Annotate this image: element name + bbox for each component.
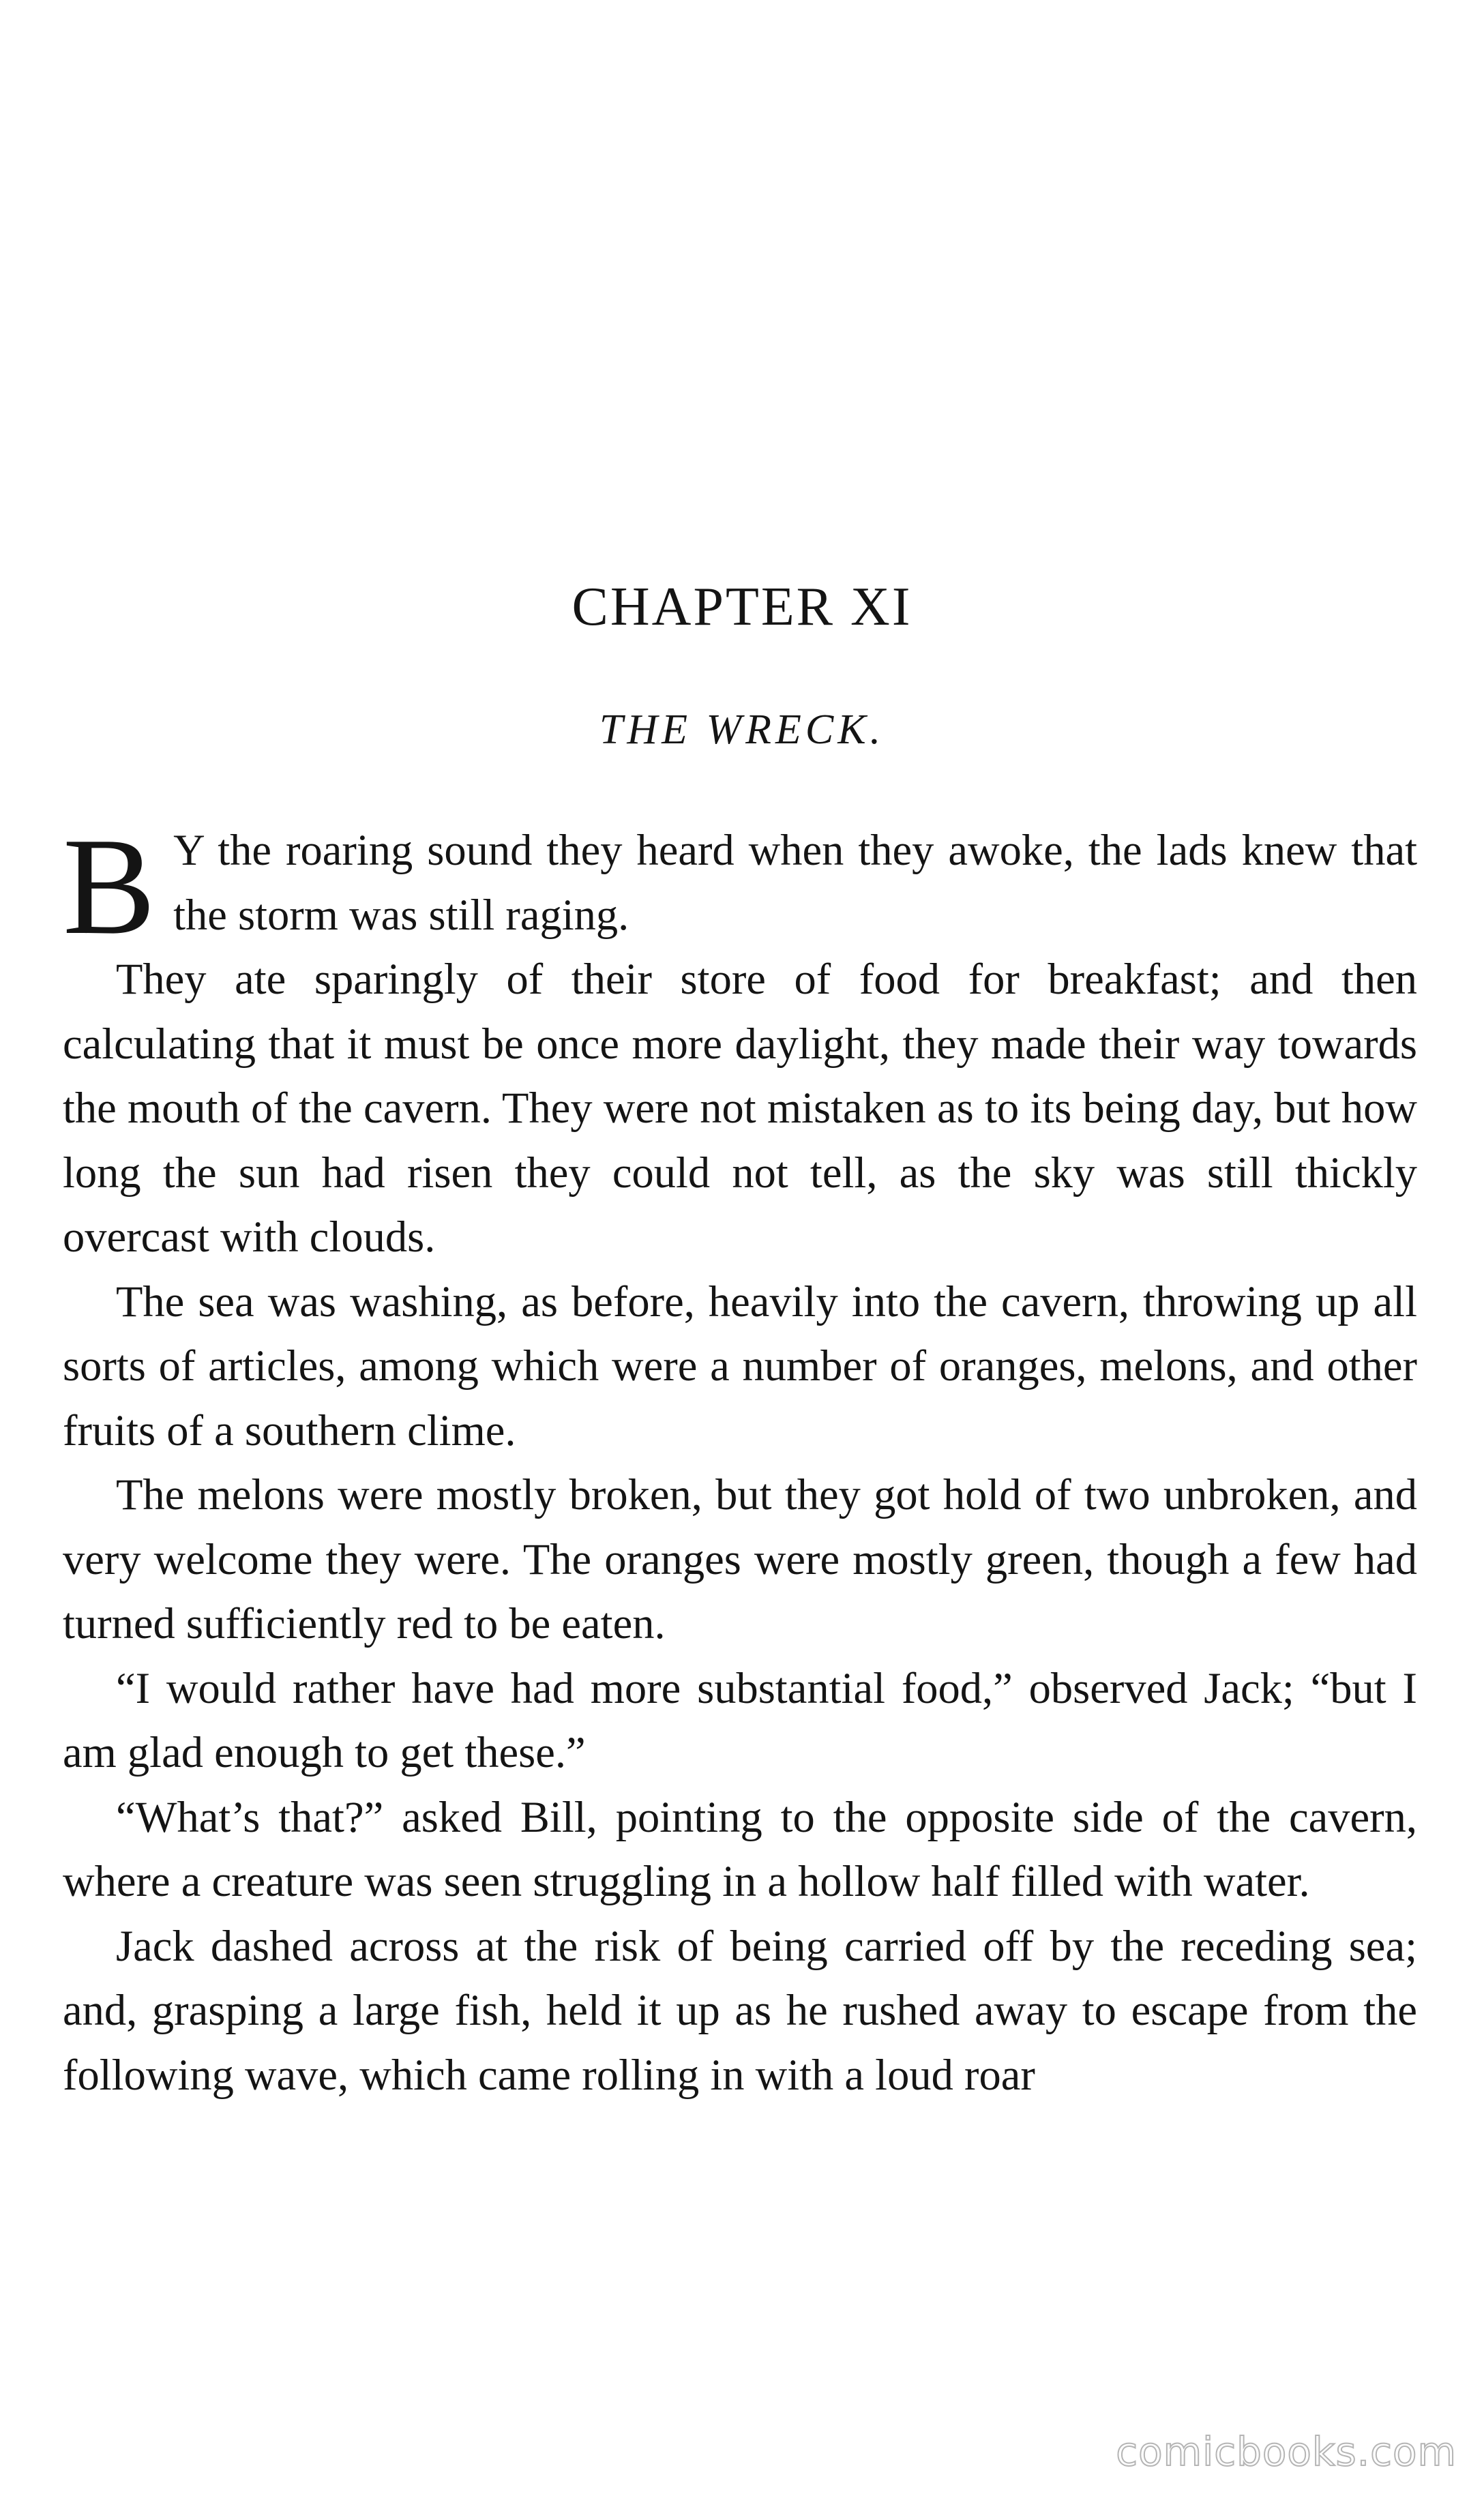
paragraph-2: They ate sparingly of their store of food for breakfast; and then calculating that it must be once more daylight, they made their way towards the mouth of the cavern. They were not mistaken as to its being day, but how long the sun had risen they could not tell, as the sky was still thickly overcast with clouds. xyxy=(63,955,1417,1261)
chapter-heading: CHAPTER XI xyxy=(572,577,912,637)
chapter-subtitle: THE WRECK. xyxy=(599,707,885,753)
paragraph-3: The sea was washing, as before, heavily into the cavern, throwing up all sorts of articles, among which were a number of oranges, melons, and other fruits of a southern clime. xyxy=(63,1277,1417,1455)
paragraph-4: The melons were mostly broken, but they got hold of two unbroken, and very welcome they were. The oranges were mostly green, though a few had turned sufficiently red to be eaten. xyxy=(63,1470,1417,1648)
paragraph-1-text: Y the roaring sound they heard when they awoke, the lads knew that the storm was still raging. xyxy=(173,826,1417,939)
paragraph-7: Jack dashed across at the risk of being carried off by the receding sea; and, grasping a large fish, held it up as he rushed away to escape from the following wave, which came rolling in with a loud roar xyxy=(63,1921,1417,2099)
paragraph-6: “What’s that?” asked Bill, pointing to the opposite side of the cavern, where a creature was seen struggling in a hollow half filled with water. xyxy=(63,1792,1417,1905)
paragraph-1 xyxy=(63,809,1417,964)
watermark: comicbooks.com xyxy=(1116,2428,1457,2475)
paragraph-5: “I would rather have had more substantial food,” observed Jack; “but I am glad enough to get these.” xyxy=(63,1663,1417,1777)
chapter-body xyxy=(63,809,1417,2107)
drop-cap: B xyxy=(63,809,156,964)
